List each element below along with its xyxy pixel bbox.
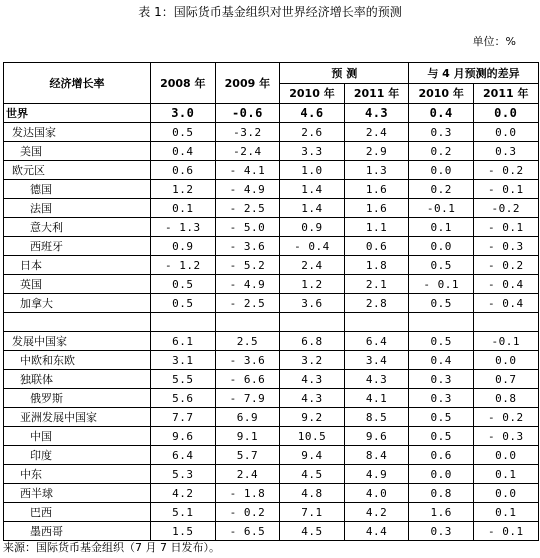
cell-diff-2010: 0.0 bbox=[409, 465, 474, 484]
row-label: 美国 bbox=[4, 142, 151, 161]
row-label: 加拿大 bbox=[4, 294, 151, 313]
cell-diff-2010: 0.3 bbox=[409, 123, 474, 142]
cell-forecast-2011: 4.1 bbox=[344, 389, 409, 408]
cell-diff-2011: 0.0 bbox=[473, 446, 538, 465]
cell-diff-2011: -0.2 bbox=[473, 199, 538, 218]
cell-forecast-2011: 4.9 bbox=[344, 465, 409, 484]
cell-forecast-2010: 10.5 bbox=[280, 427, 345, 446]
cell-2008: 1.2 bbox=[151, 180, 216, 199]
cell-2008: 9.6 bbox=[151, 427, 216, 446]
cell-2008: 6.1 bbox=[151, 332, 216, 351]
cell-forecast-2011: 4.4 bbox=[344, 522, 409, 541]
table-row bbox=[4, 275, 539, 294]
cell-forecast-2010: 3.6 bbox=[280, 294, 345, 313]
table-body bbox=[4, 104, 539, 541]
cell-2009 bbox=[215, 313, 280, 332]
header-2008: 2008 年 bbox=[151, 63, 216, 104]
cell-forecast-2010: 0.9 bbox=[280, 218, 345, 237]
cell-diff-2011: - 0.2 bbox=[473, 256, 538, 275]
cell-forecast-2011: 3.4 bbox=[344, 351, 409, 370]
cell-diff-2011: 0.0 bbox=[473, 351, 538, 370]
cell-forecast-2011: 8.4 bbox=[344, 446, 409, 465]
cell-2008 bbox=[151, 313, 216, 332]
cell-forecast-2010: 6.8 bbox=[280, 332, 345, 351]
cell-diff-2011: 0.0 bbox=[473, 104, 538, 123]
cell-forecast-2011: 4.3 bbox=[344, 104, 409, 123]
header-forecast-2011: 2011 年 bbox=[344, 84, 409, 104]
cell-2009: - 3.6 bbox=[215, 237, 280, 256]
header-row-label: 经济增长率 bbox=[4, 63, 151, 104]
cell-2008: 0.4 bbox=[151, 142, 216, 161]
cell-2009: -2.4 bbox=[215, 142, 280, 161]
cell-diff-2011: - 0.1 bbox=[473, 180, 538, 199]
cell-forecast-2010: 4.3 bbox=[280, 389, 345, 408]
cell-2008: 0.9 bbox=[151, 237, 216, 256]
cell-diff-2010: 0.5 bbox=[409, 332, 474, 351]
cell-forecast-2011: 8.5 bbox=[344, 408, 409, 427]
cell-diff-2010: 0.5 bbox=[409, 408, 474, 427]
cell-forecast-2011: 1.3 bbox=[344, 161, 409, 180]
cell-forecast-2010: 1.0 bbox=[280, 161, 345, 180]
cell-forecast-2010: 4.5 bbox=[280, 522, 345, 541]
cell-forecast-2010: 3.3 bbox=[280, 142, 345, 161]
table-row bbox=[4, 142, 539, 161]
cell-diff-2010: - 0.1 bbox=[409, 275, 474, 294]
cell-forecast-2010: 2.4 bbox=[280, 256, 345, 275]
cell-2009: - 4.9 bbox=[215, 275, 280, 294]
row-label: 日本 bbox=[4, 256, 151, 275]
cell-diff-2011: -0.1 bbox=[473, 332, 538, 351]
cell-forecast-2011: 2.8 bbox=[344, 294, 409, 313]
cell-2008: 3.1 bbox=[151, 351, 216, 370]
cell-diff-2010: 0.3 bbox=[409, 522, 474, 541]
table-row bbox=[4, 218, 539, 237]
table-row bbox=[4, 427, 539, 446]
cell-forecast-2010: - 0.4 bbox=[280, 237, 345, 256]
cell-2009: - 0.2 bbox=[215, 503, 280, 522]
cell-2008: - 1.3 bbox=[151, 218, 216, 237]
cell-diff-2011: 0.1 bbox=[473, 503, 538, 522]
row-label: 中国 bbox=[4, 427, 151, 446]
cell-2009: - 6.5 bbox=[215, 522, 280, 541]
table-row bbox=[4, 180, 539, 199]
table-row bbox=[4, 484, 539, 503]
cell-forecast-2010: 2.6 bbox=[280, 123, 345, 142]
table-row bbox=[4, 389, 539, 408]
cell-2009: - 7.9 bbox=[215, 389, 280, 408]
table-row bbox=[4, 123, 539, 142]
cell-diff-2011: - 0.3 bbox=[473, 427, 538, 446]
table-row bbox=[4, 465, 539, 484]
table-row bbox=[4, 199, 539, 218]
row-label: 发达国家 bbox=[4, 123, 151, 142]
cell-forecast-2011: 4.2 bbox=[344, 503, 409, 522]
cell-2008: 0.5 bbox=[151, 123, 216, 142]
cell-diff-2010: 0.4 bbox=[409, 351, 474, 370]
cell-2008: 5.3 bbox=[151, 465, 216, 484]
cell-2009: -0.6 bbox=[215, 104, 280, 123]
cell-diff-2010 bbox=[409, 313, 474, 332]
cell-diff-2011 bbox=[473, 313, 538, 332]
source-note: 来源：国际货币基金组织（7 月 7 日发布）。 bbox=[3, 541, 220, 554]
cell-2009: 9.1 bbox=[215, 427, 280, 446]
cell-forecast-2011: 1.6 bbox=[344, 199, 409, 218]
row-label: 亚洲发展中国家 bbox=[4, 408, 151, 427]
cell-2009: - 3.6 bbox=[215, 351, 280, 370]
cell-diff-2010: 0.3 bbox=[409, 389, 474, 408]
header-diff: 与 4 月预测的差异 bbox=[409, 63, 538, 84]
cell-2009: - 4.9 bbox=[215, 180, 280, 199]
cell-2008: 1.5 bbox=[151, 522, 216, 541]
row-label: 独联体 bbox=[4, 370, 151, 389]
cell-forecast-2011: 1.6 bbox=[344, 180, 409, 199]
cell-diff-2011: - 0.2 bbox=[473, 408, 538, 427]
cell-diff-2011: 0.0 bbox=[473, 123, 538, 142]
cell-forecast-2010: 7.1 bbox=[280, 503, 345, 522]
row-label: 世界 bbox=[4, 104, 151, 123]
cell-2008: 4.2 bbox=[151, 484, 216, 503]
cell-forecast-2011: 4.3 bbox=[344, 370, 409, 389]
row-label: 俄罗斯 bbox=[4, 389, 151, 408]
cell-forecast-2010: 4.5 bbox=[280, 465, 345, 484]
row-label: 中东 bbox=[4, 465, 151, 484]
cell-diff-2011: - 0.1 bbox=[473, 218, 538, 237]
table-row bbox=[4, 313, 539, 332]
cell-diff-2010: 0.5 bbox=[409, 427, 474, 446]
header-diff-2011: 2011 年 bbox=[473, 84, 538, 104]
cell-forecast-2010: 4.3 bbox=[280, 370, 345, 389]
cell-forecast-2010: 9.4 bbox=[280, 446, 345, 465]
cell-diff-2010: 0.0 bbox=[409, 237, 474, 256]
cell-diff-2010: 0.5 bbox=[409, 256, 474, 275]
cell-diff-2011: 0.7 bbox=[473, 370, 538, 389]
cell-forecast-2011: 1.1 bbox=[344, 218, 409, 237]
cell-forecast-2010: 1.4 bbox=[280, 199, 345, 218]
cell-forecast-2010: 1.2 bbox=[280, 275, 345, 294]
table-row bbox=[4, 446, 539, 465]
cell-2009: 5.7 bbox=[215, 446, 280, 465]
growth-forecast-table bbox=[3, 62, 539, 541]
cell-forecast-2011 bbox=[344, 313, 409, 332]
table-row bbox=[4, 104, 539, 123]
cell-2008: 5.5 bbox=[151, 370, 216, 389]
header-forecast-2010: 2010 年 bbox=[280, 84, 345, 104]
header-diff-2010: 2010 年 bbox=[409, 84, 474, 104]
row-label: 西班牙 bbox=[4, 237, 151, 256]
cell-diff-2011: - 0.3 bbox=[473, 237, 538, 256]
cell-diff-2010: 0.2 bbox=[409, 180, 474, 199]
table-row bbox=[4, 332, 539, 351]
cell-2008: 0.5 bbox=[151, 294, 216, 313]
cell-forecast-2010: 1.4 bbox=[280, 180, 345, 199]
row-label bbox=[4, 313, 151, 332]
row-label: 法国 bbox=[4, 199, 151, 218]
cell-2008: 6.4 bbox=[151, 446, 216, 465]
cell-2008: 3.0 bbox=[151, 104, 216, 123]
cell-forecast-2011: 2.9 bbox=[344, 142, 409, 161]
row-label: 意大利 bbox=[4, 218, 151, 237]
cell-diff-2011: 0.8 bbox=[473, 389, 538, 408]
cell-forecast-2011: 2.1 bbox=[344, 275, 409, 294]
table-row bbox=[4, 351, 539, 370]
unit-label: 单位：% bbox=[472, 35, 516, 48]
cell-diff-2010: -0.1 bbox=[409, 199, 474, 218]
cell-forecast-2011: 1.8 bbox=[344, 256, 409, 275]
table-row bbox=[4, 256, 539, 275]
cell-diff-2010: 0.3 bbox=[409, 370, 474, 389]
cell-2009: 6.9 bbox=[215, 408, 280, 427]
cell-2009: - 5.0 bbox=[215, 218, 280, 237]
row-label: 墨西哥 bbox=[4, 522, 151, 541]
cell-forecast-2010: 4.8 bbox=[280, 484, 345, 503]
header-2009: 2009 年 bbox=[215, 63, 280, 104]
table-row bbox=[4, 370, 539, 389]
cell-diff-2011: 0.1 bbox=[473, 465, 538, 484]
row-label: 欧元区 bbox=[4, 161, 151, 180]
cell-2009: - 5.2 bbox=[215, 256, 280, 275]
cell-forecast-2010: 3.2 bbox=[280, 351, 345, 370]
cell-forecast-2010: 4.6 bbox=[280, 104, 345, 123]
table-row bbox=[4, 161, 539, 180]
row-label: 发展中国家 bbox=[4, 332, 151, 351]
cell-diff-2010: 0.6 bbox=[409, 446, 474, 465]
cell-2008: 0.1 bbox=[151, 199, 216, 218]
cell-2009: - 2.5 bbox=[215, 294, 280, 313]
cell-diff-2010: 1.6 bbox=[409, 503, 474, 522]
table-row bbox=[4, 522, 539, 541]
cell-diff-2011: 0.0 bbox=[473, 484, 538, 503]
row-label: 巴西 bbox=[4, 503, 151, 522]
cell-forecast-2011: 0.6 bbox=[344, 237, 409, 256]
cell-forecast-2010 bbox=[280, 313, 345, 332]
row-label: 英国 bbox=[4, 275, 151, 294]
cell-diff-2010: 0.0 bbox=[409, 161, 474, 180]
cell-2009: - 2.5 bbox=[215, 199, 280, 218]
cell-diff-2010: 0.8 bbox=[409, 484, 474, 503]
table-row bbox=[4, 503, 539, 522]
cell-diff-2011: - 0.4 bbox=[473, 294, 538, 313]
cell-diff-2010: 0.2 bbox=[409, 142, 474, 161]
table-row bbox=[4, 408, 539, 427]
cell-2009: - 4.1 bbox=[215, 161, 280, 180]
cell-2009: 2.5 bbox=[215, 332, 280, 351]
cell-diff-2010: 0.5 bbox=[409, 294, 474, 313]
cell-forecast-2011: 2.4 bbox=[344, 123, 409, 142]
cell-diff-2011: - 0.2 bbox=[473, 161, 538, 180]
table-row bbox=[4, 294, 539, 313]
cell-diff-2011: - 0.4 bbox=[473, 275, 538, 294]
row-label: 印度 bbox=[4, 446, 151, 465]
cell-diff-2011: 0.3 bbox=[473, 142, 538, 161]
cell-forecast-2011: 9.6 bbox=[344, 427, 409, 446]
cell-2009: 2.4 bbox=[215, 465, 280, 484]
cell-2009: - 6.6 bbox=[215, 370, 280, 389]
table-row bbox=[4, 237, 539, 256]
cell-forecast-2011: 4.0 bbox=[344, 484, 409, 503]
cell-diff-2010: 0.1 bbox=[409, 218, 474, 237]
cell-diff-2011: - 0.1 bbox=[473, 522, 538, 541]
header-forecast: 预 测 bbox=[280, 63, 409, 84]
row-label: 西半球 bbox=[4, 484, 151, 503]
cell-2008: 0.5 bbox=[151, 275, 216, 294]
cell-2009: - 1.8 bbox=[215, 484, 280, 503]
row-label: 中欧和东欧 bbox=[4, 351, 151, 370]
table-title: 表 1：国际货币基金组织对世界经济增长率的预测 bbox=[138, 5, 402, 19]
cell-2008: 7.7 bbox=[151, 408, 216, 427]
cell-2008: 5.6 bbox=[151, 389, 216, 408]
cell-2009: -3.2 bbox=[215, 123, 280, 142]
cell-2008: 0.6 bbox=[151, 161, 216, 180]
cell-forecast-2010: 9.2 bbox=[280, 408, 345, 427]
cell-2008: 5.1 bbox=[151, 503, 216, 522]
row-label: 德国 bbox=[4, 180, 151, 199]
cell-2008: - 1.2 bbox=[151, 256, 216, 275]
cell-diff-2010: 0.4 bbox=[409, 104, 474, 123]
cell-forecast-2011: 6.4 bbox=[344, 332, 409, 351]
